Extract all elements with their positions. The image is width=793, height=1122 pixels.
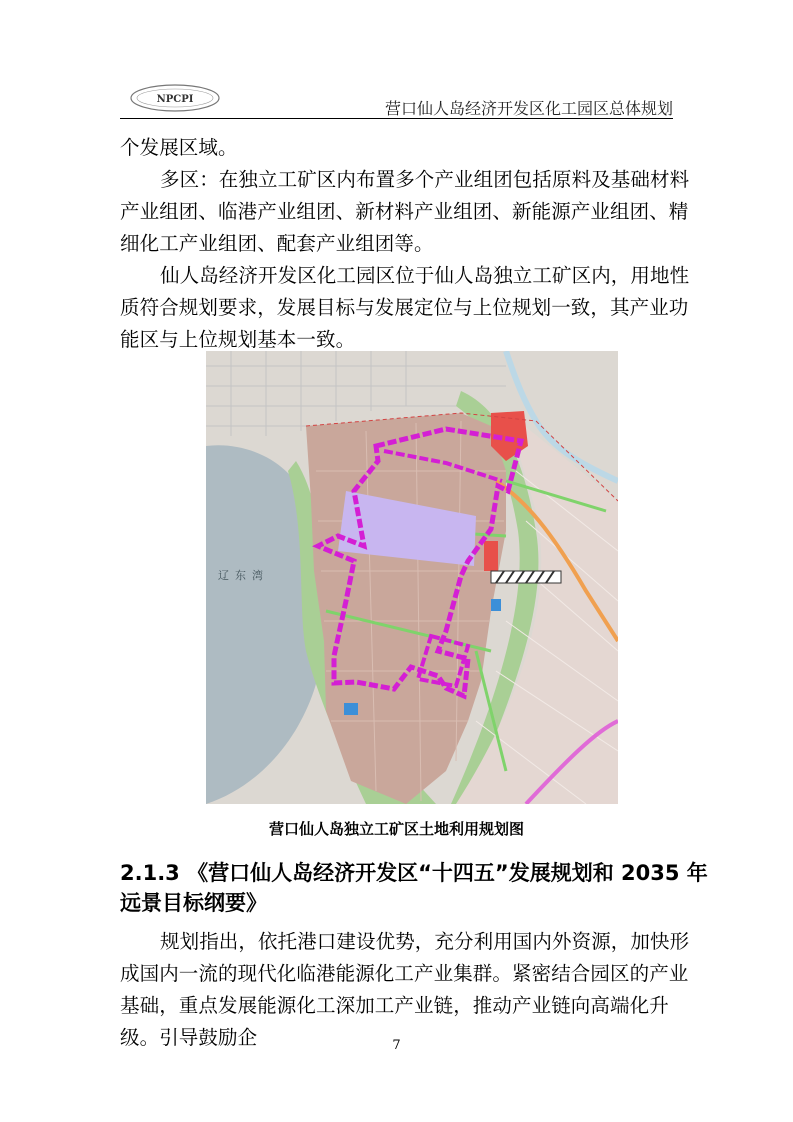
paragraph-plan-summary: 规划指出，依托港口建设优势，充分利用国内外资源，加快形成国内一流的现代化临港能源化工产业集群。紧密结合园区的产业基础，重点发展能源化工深加工产业链，推动产业链向高端化升级。引导鼓励企 (120, 930, 690, 1049)
land-use-map-drawing (206, 351, 618, 804)
land-use-map (206, 351, 618, 804)
npcpi-logo (128, 78, 222, 118)
map-label-liaodong-bay: 辽东湾 (218, 569, 269, 582)
section-heading: 2.1.3 《营口仙人岛经济开发区“十四五”发展规划和 2035 年远景目标纲要》 (120, 861, 708, 915)
paragraph-multi-zone: 多区：在独立工矿区内布置多个产业组团包括原料及基础材料产业组团、临港产业组团、新材料产业组团、新能源产业组团、精细化工产业组团、配套产业组团等。 (120, 168, 690, 255)
paragraph-continuation: 个发展区域。 (120, 136, 238, 159)
figure-caption: 营口仙人岛独立工矿区土地利用规划图 (268, 820, 524, 838)
paragraph-chemical-park: 仙人岛经济开发区化工园区位于仙人岛独立工矿区内，用地性质符合规划要求，发展目标与发展定位与上位规划一致，其产业功能区与上位规划基本一致。 (120, 264, 690, 351)
header-rule (120, 118, 673, 119)
logo-text: NPCPI (156, 94, 194, 105)
header-title: 营口仙人岛经济开发区化工园区总体规划 (384, 99, 673, 118)
page-number: 7 (392, 1038, 401, 1053)
